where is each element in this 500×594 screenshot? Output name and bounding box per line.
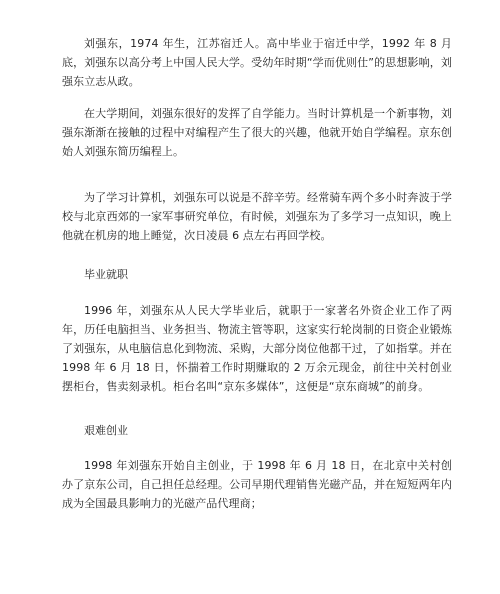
paragraph-university: 在大学期间，刘强东很好的发挥了自学能力。当时计算机是一个新事物，刘强东渐渐在接触的过程中对编程产生了很大的兴趣，他就开始自学编程。京东创始人刘强东简历编程上。	[62, 107, 452, 158]
section-heading-employment: 毕业就职	[84, 268, 128, 281]
paragraph-startup: 1998 年刘强东开始自主创业，于 1998 年 6 月 18 日，在北京中关村创办了京东公司，自己担任总经理。公司早期代理销售光磁产品，并在短短两年内成为全国最具影响力的光磁产品代理商；	[62, 459, 452, 510]
paragraph-intro: 刘强东，1974 年生，江苏宿迁人。高中毕业于宿迁中学，1992 年 8 月底，刘强东以高分考上中国人民大学。受幼年时期“学而优则仕”的思想影响，刘强东立志从政。	[62, 37, 452, 88]
section-heading-startup: 艰难创业	[84, 424, 128, 437]
paragraph-employment: 1996 年，刘强东从人民大学毕业后，就职于一家著名外资企业工作了两年，历任电脑担当、业务担当、物流主管等职，这家实行轮岗制的日资企业锻炼了刘强东，从电脑信息化到物流、采购，大部分岗位他都干过，了如指掌。并在 1998 年 6 月 18 日，怀揣着工作时期赚取的 2 万余元现金，前往中关村创业摆柜台，售卖刻录机。柜台名叫“京东多媒体”，这便是“京东商城”的前身。	[62, 304, 464, 393]
paragraph-study-computer: 为了学习计算机，刘强东可以说是不辞辛劳。经常骑车两个多小时奔波于学校与北京西郊的一家军事研究单位，有时候，刘强东为了多学习一点知识，晚上他就在机房的地上睡觉，次日凌晨 6 点左右再回学校。	[62, 191, 452, 242]
